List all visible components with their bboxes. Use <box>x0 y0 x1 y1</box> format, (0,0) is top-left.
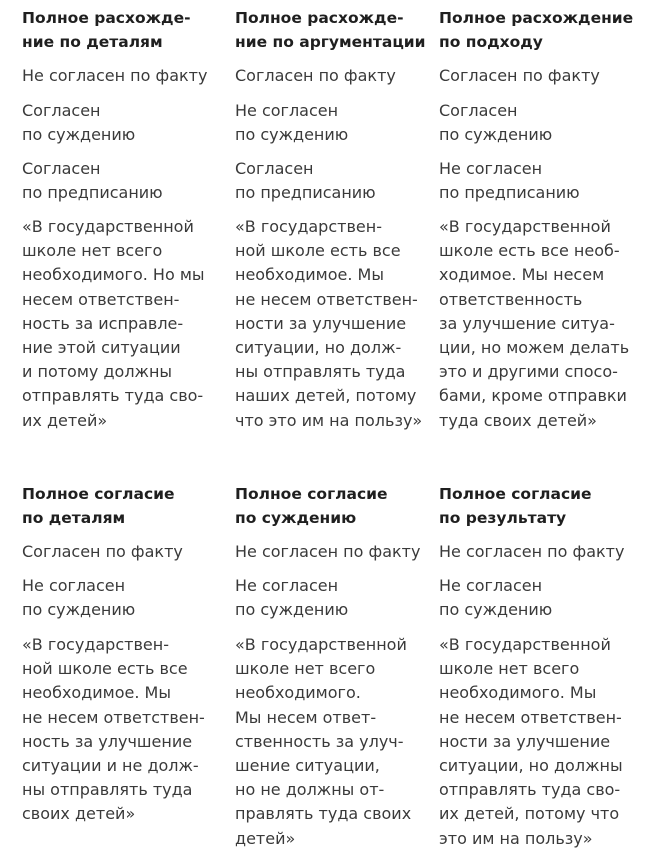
example-quote: «В государственной школе нет всего необходимого. Мы несем ответ- ственность за улуч- шение ситуации, но не должны от- правлять туда своих детей» <box>235 635 412 848</box>
judgment-position: Согласен по суждению <box>22 101 136 144</box>
judgment-position: Не согласен по суждению <box>235 101 349 144</box>
fact-position: Согласен по факту <box>22 542 183 561</box>
prescription-position: Согласен по предписанию <box>22 159 163 202</box>
judgment-position: Согласен по суждению <box>439 101 553 144</box>
prescription-position: Согласен по предписанию <box>235 159 376 202</box>
column-heading: Полное согласие по суждению <box>235 485 388 527</box>
judgment-position: Не согласен по суждению <box>22 576 136 619</box>
column-heading: Полное расхождение по подходу <box>439 9 634 51</box>
example-quote: «В государствен- ной школе есть все необходимое. Мы не несем ответствен- ности за улучшение ситуации, но долж- ны отправлять туда наших детей, потому что это им на пользу» <box>235 217 423 430</box>
fact-position: Не согласен по факту <box>22 66 208 85</box>
column-heading: Полное согласие по деталям <box>22 485 175 527</box>
prescription-position: Не согласен по предписанию <box>439 159 580 202</box>
column-heading: Полное расхожде- ние по аргументации <box>235 9 426 51</box>
disagreement-details-column <box>22 6 222 433</box>
agreement-judgment-column <box>235 482 435 851</box>
agreement-details-column <box>22 482 222 827</box>
example-quote: «В государственной школе нет всего необходимого. Но мы несем ответствен- ность за исправле- ние этой ситуации и потому должны отправлять туда сво- их детей» <box>22 217 205 430</box>
judgment-position: Не согласен по суждению <box>439 576 553 619</box>
disagreement-argumentation-column <box>235 6 435 433</box>
fact-position: Согласен по факту <box>235 66 396 85</box>
fact-position: Не согласен по факту <box>235 542 421 561</box>
judgment-position: Не согласен по суждению <box>235 576 349 619</box>
example-quote: «В государственной школе есть все необ- ходимое. Мы несем ответственность за улучшение ситуа- ции, но можем делать это и другими спосо- бами, кроме отправки туда своих детей» <box>439 217 630 430</box>
agreement-result-column <box>439 482 644 851</box>
disagreement-approach-column <box>439 6 644 433</box>
fact-position: Не согласен по факту <box>439 542 625 561</box>
fact-position: Согласен по факту <box>439 66 600 85</box>
example-quote: «В государствен- ной школе есть все необходимое. Мы не несем ответствен- ность за улучшение ситуации и не долж- ны отправлять туда своих детей» <box>22 635 205 824</box>
column-heading: Полное расхожде- ние по деталям <box>22 9 191 51</box>
column-heading: Полное согласие по результату <box>439 485 592 527</box>
example-quote: «В государственной школе нет всего необходимого. Мы не несем ответствен- ности за улучшение ситуации, но должны отправлять туда сво- их детей, потому что это им на пользу» <box>439 635 623 848</box>
